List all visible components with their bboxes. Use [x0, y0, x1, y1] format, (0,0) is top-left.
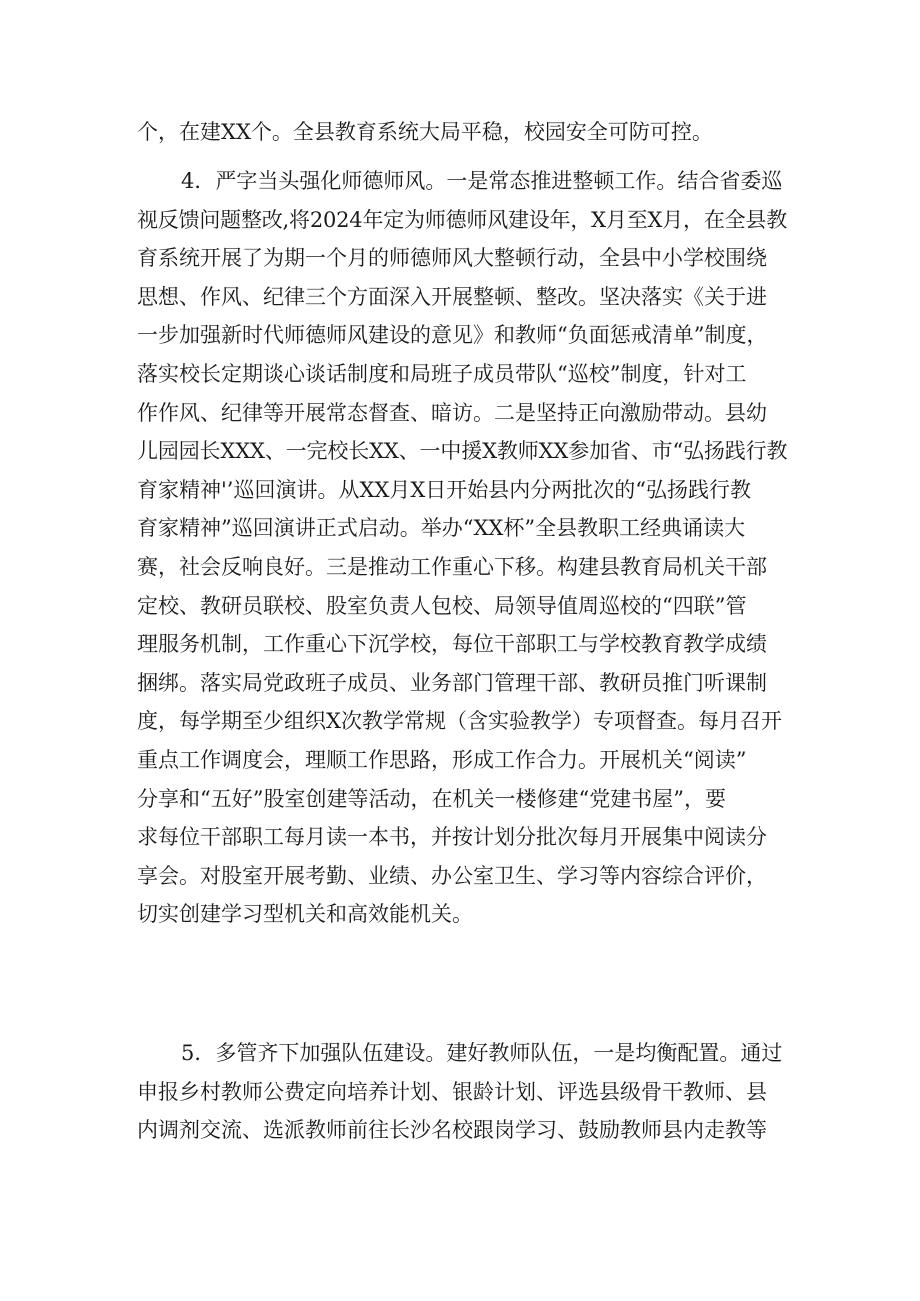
text-line: 重点工作调度会，理顺工作思路，形成工作合力。开展机关“阅读”: [137, 747, 747, 772]
text-line: 定校、教研员联校、股室负责人包校、局领导值周巡校的“四联”管: [137, 593, 747, 618]
text-line: 捆绑。落实局党政班子成员、业务部门管理干部、教研员推门听课制: [137, 670, 767, 695]
text-line: 求每位干部职工每月读一本书，并按计划分批次每月开展集中阅读分: [137, 825, 767, 850]
text-line: 申报乡村教师公费定向培养计划、银龄计划、评选县级骨干教师、县: [137, 1079, 767, 1104]
text-line: 育家精神'’巡回演讲。从XX月X日开始县内分两批次的“弘扬践行教: [137, 477, 752, 502]
paragraph-5: [137, 1034, 787, 1150]
text-line: 赛，社会反响良好。三是推动工作重心下移。构建县教育局机关干部: [137, 554, 767, 579]
text-line: 思想、作风、纪律三个方面深入开展整顿、整改。坚决落实《关于进: [137, 284, 767, 309]
text-line: 作作风、纪律等开展常态督查、暗访。二是坚持正向激励带动。县幼: [137, 400, 767, 425]
text-line: 度，每学期至少组织X次教学常规（含实验教学）专项督查。每月召开: [137, 709, 782, 734]
text-line: 儿园园长XXX、一完校长XX、一中援X教师XX参加省、市“弘扬践行教: [137, 439, 788, 464]
text-line: 4．严字当头强化师德师风。一是常态推进整顿工作。结合省委巡: [181, 169, 783, 193]
text-line: 理服务机制，工作重心下沉学校，每位干部职工与学校教育教学成绩: [137, 632, 767, 657]
text-line: 一步加强新时代师德师风建设的意见》和教师“负面惩戒清单”制度，: [137, 323, 768, 348]
text-line: 内调剂交流、选派教师前往长沙名校跟岗学习、鼓励教师县内走教等: [137, 1118, 767, 1143]
text-line: 落实校长定期谈心谈话制度和局班子成员带队“巡校”制度，针对工: [137, 361, 747, 386]
text-line: 视反馈问题整改,将2024年定为师德师风建设年，X月至X月，在全县教: [137, 207, 788, 232]
text-line: 个，在建XX个。全县教育系统大局平稳，校园安全可防可控。: [137, 120, 713, 144]
text-line: 育系统开展了为期一个月的师德师风大整顿行动，全县中小学校围绕: [137, 246, 767, 271]
paragraph-4: [137, 162, 787, 934]
text-line: 切实创建学习型机关和高效能机关。: [137, 902, 473, 927]
text-line: 分享和“五好”股室创建等活动，在机关一楼修建“党建书屋”，要: [137, 786, 726, 811]
paragraph-continuation: [137, 113, 787, 152]
text-line: 5．多管齐下加强队伍建设。建好教师队伍，一是均衡配置。通过: [181, 1041, 783, 1065]
text-line: 享会。对股室开展考勤、业绩、办公室卫生、学习等内容综合评价，: [137, 863, 767, 888]
text-line: 育家精神”巡回演讲正式启动。举办“XX杯”全县教职工经典诵读大: [137, 516, 746, 541]
